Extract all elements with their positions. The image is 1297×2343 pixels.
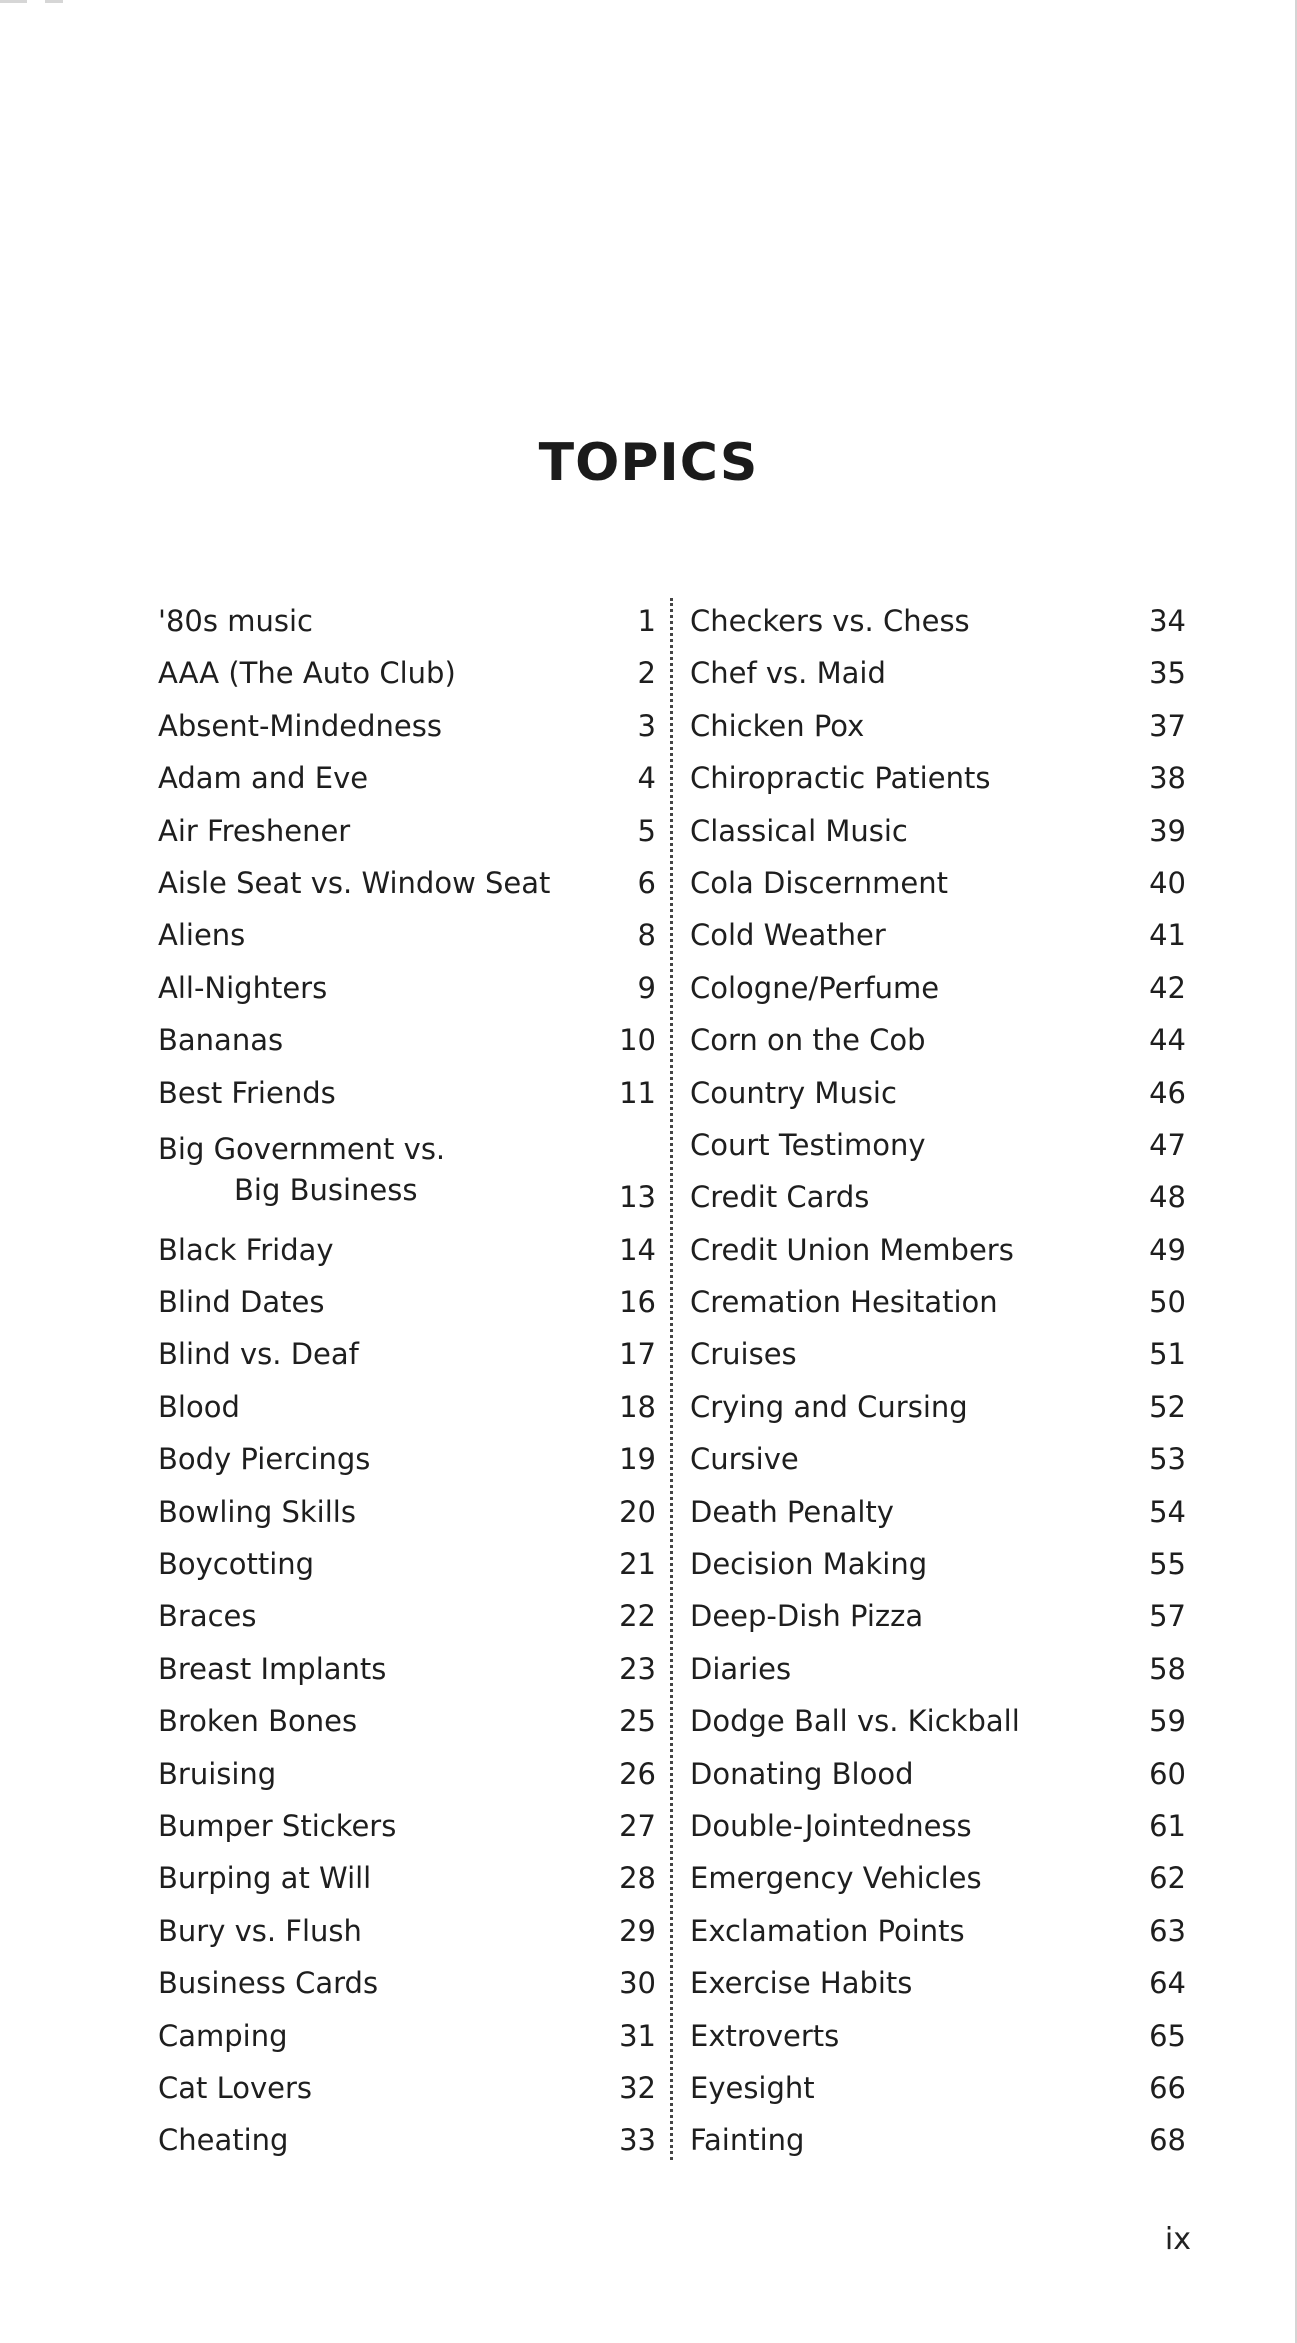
toc-entry-topic-text: Blood [158, 1389, 240, 1424]
toc-entry-topic [690, 1433, 799, 1485]
toc-entry-topic-text: Diaries [690, 1651, 792, 1686]
toc-entry-topic-text: Cursive [690, 1442, 799, 1477]
toc-entry [690, 1957, 1186, 2009]
toc-entry-topic [690, 1119, 926, 1171]
toc-entry [158, 1538, 656, 1590]
toc-entry-page-number: 30 [619, 1966, 656, 2001]
toc-entry-topic-text: Bowling Skills [158, 1494, 356, 1529]
toc-entry-topic [158, 1852, 371, 1904]
toc-entry-topic-text: Best Friends [158, 1075, 336, 1110]
toc-entry-page-number: 17 [619, 1337, 656, 1372]
toc-entry [158, 700, 656, 752]
toc-entry-topic [158, 909, 245, 961]
toc-entry-page-number: 31 [619, 2018, 656, 2053]
toc-entry [690, 1381, 1186, 1433]
toc-entry-topic [158, 1014, 283, 1066]
toc-entry [690, 1643, 1186, 1695]
toc-entry [158, 752, 656, 804]
toc-entry [158, 2114, 656, 2166]
toc-entry [690, 1486, 1186, 1538]
toc-entry-page-number: 4 [637, 761, 656, 796]
toc-entry-page-number: 49 [1149, 1232, 1186, 1267]
toc-entry-topic-text: Crying and Cursing [690, 1389, 968, 1424]
toc-entry [690, 805, 1186, 857]
toc-entry-topic-text: Death Penalty [690, 1494, 894, 1529]
toc-entry-page-number: 50 [1149, 1285, 1186, 1320]
toc-entry [158, 1695, 656, 1747]
toc-entry-topic [158, 962, 327, 1014]
toc-entry-topic-text: '80s music [158, 604, 313, 638]
toc-entry-topic-text: Deep-Dish Pizza [690, 1599, 924, 1634]
toc-entry-topic-text: Cat Lovers [158, 2070, 313, 2105]
toc-entry-topic-text: Blind Dates [158, 1285, 325, 1320]
toc-entry-topic-text: Cheating [158, 2123, 289, 2158]
toc-entry-topic-text: Cologne/Perfume [690, 970, 940, 1005]
toc-entry [158, 2062, 656, 2114]
toc-entry-page-number: 48 [1149, 1180, 1186, 1215]
toc-entry [690, 1119, 1186, 1171]
toc-entry-topic-text: Adam and Eve [158, 761, 369, 796]
toc-entry [158, 2010, 656, 2062]
toc-entry-topic [690, 1852, 982, 1904]
toc-entry-topic-text: Fainting [690, 2123, 805, 2158]
toc-entry-topic-text: Absent-Mindedness [158, 708, 442, 743]
page-title: TOPICS [538, 432, 759, 493]
toc-entry-page-number: 27 [619, 1809, 656, 1843]
toc-entry-topic-text: Court Testimony [690, 1127, 926, 1162]
toc-entry-page-number: 18 [619, 1389, 656, 1424]
toc-entry-topic [690, 1695, 1020, 1747]
toc-entry-page-number: 39 [1149, 813, 1186, 848]
toc-entry-page-number: 21 [619, 1547, 656, 1582]
toc-entry-topic [690, 1276, 998, 1328]
toc-entry-topic-text: All-Nighters [158, 970, 328, 1005]
toc-entry-topic [690, 1800, 972, 1852]
toc-entry-page-number: 8 [637, 918, 656, 953]
toc-entry-topic [690, 647, 886, 699]
toc-entry-topic [690, 1643, 791, 1695]
toc-entry-page-number: 22 [619, 1599, 656, 1634]
toc-entry-page-number: 35 [1149, 656, 1186, 691]
toc-entry-page-number: 29 [619, 1913, 656, 1948]
toc-entry-topic [690, 1590, 923, 1642]
toc-entry [690, 962, 1186, 1014]
toc-entry-page-number: 6 [637, 865, 656, 900]
toc-entry-topic-text: AAA (The Auto Club) [158, 656, 456, 691]
toc-entry-topic-text: Broken Bones [158, 1704, 358, 1739]
toc-entry-topic-text: Exercise Habits [690, 1966, 913, 2001]
toc-entry [690, 1328, 1186, 1380]
toc-entry-topic-text: Dodge Ball vs. Kickball [690, 1704, 1020, 1739]
toc-entry-topic [158, 1748, 276, 1800]
toc-entry [158, 1852, 656, 1904]
toc-entry [690, 752, 1186, 804]
toc-entry-page-number: 47 [1149, 1127, 1186, 1162]
toc-entry-page-number: 25 [619, 1704, 656, 1739]
toc-entry-page-number: 66 [1149, 2070, 1186, 2105]
toc-entry [690, 1433, 1186, 1485]
toc-entry [158, 1381, 656, 1433]
toc-entry-page-number: 26 [619, 1756, 656, 1791]
toc-entry [690, 2010, 1186, 2062]
toc-entry [158, 1957, 656, 2009]
toc-entry-topic-text: Cola Discernment [690, 865, 948, 900]
toc-entry [690, 2114, 1186, 2166]
toc-entry-topic [690, 962, 939, 1014]
toc-entry-topic-text: Credit Union Members [690, 1232, 1014, 1267]
toc-entry-topic [158, 752, 368, 804]
toc-entry [690, 1905, 1186, 1957]
toc-entry [158, 1224, 656, 1276]
toc-entry-page-number: 13 [619, 1180, 656, 1215]
toc-entry-topic [158, 1224, 334, 1276]
toc-entry-page-number: 61 [1149, 1808, 1186, 1843]
toc-entry-topic [158, 2114, 288, 2166]
toc-entry [690, 1224, 1186, 1276]
toc-entry-topic [690, 1171, 869, 1223]
toc-entry-topic-text: Extroverts [690, 2018, 840, 2053]
toc-entry-topic [690, 1486, 894, 1538]
toc-entry-topic [158, 1800, 396, 1852]
toc-entry-topic [690, 1538, 927, 1590]
toc-entry-topic [690, 1748, 914, 1800]
toc-entry-page-number: 46 [1149, 1075, 1186, 1110]
toc-entry-topic-text: Bury vs. Flush [158, 1913, 362, 1948]
toc-entry-topic-text: Checkers vs. Chess [690, 604, 970, 638]
toc-entry-page-number: 63 [1149, 1913, 1186, 1948]
toc-entry-topic-text: Air Freshener [158, 813, 351, 848]
toc-entry [158, 1276, 656, 1328]
toc-entry-page-number: 32 [619, 2070, 656, 2105]
toc-entry-page-number: 9 [637, 970, 656, 1005]
toc-entry-topic-text: Chef vs. Maid [690, 656, 886, 691]
toc-entry-topic [158, 1643, 386, 1695]
toc-entry-topic [690, 752, 990, 804]
toc-entry-page-number: 3 [637, 708, 656, 743]
toc-entry-topic-text: Country Music [690, 1075, 897, 1110]
toc-entry [158, 805, 656, 857]
toc-entry-topic-text: Camping [158, 2018, 288, 2053]
toc-entry-topic [690, 595, 970, 647]
toc-entry-topic-text: Bruising [158, 1756, 277, 1791]
page-number: ix [1164, 2222, 1191, 2257]
toc-entry-page-number: 55 [1149, 1547, 1186, 1582]
toc-entry-topic [690, 1014, 926, 1066]
toc-entry-topic [690, 909, 886, 961]
toc-entry [690, 1067, 1186, 1119]
toc-entry-page-number: 10 [619, 1023, 656, 1058]
toc-entry-topic-text: Emergency Vehicles [690, 1861, 982, 1896]
toc-entry-topic [158, 1381, 240, 1433]
toc-entry-topic-text: Blind vs. Deaf [158, 1337, 359, 1372]
toc-entry [690, 1276, 1186, 1328]
toc-entry-topic-text: Business Cards [158, 1966, 379, 2001]
toc-entry-topic [158, 2062, 312, 2114]
toc-entry-page-number: 41 [1149, 918, 1186, 953]
toc-entry-page-number: 38 [1149, 761, 1186, 796]
toc-entry-page-number: 68 [1149, 2123, 1186, 2158]
toc-entry-topic [158, 805, 350, 857]
toc-entry-topic [690, 1224, 1014, 1276]
toc-entry-page-number: 20 [619, 1494, 656, 1529]
toc-entry-topic-text: Chicken Pox [690, 708, 865, 743]
toc-entry-topic [690, 2010, 839, 2062]
toc-entry-page-number: 62 [1149, 1861, 1186, 1896]
toc-entry [690, 647, 1186, 699]
toc-entry-topic-text: Cruises [690, 1337, 797, 1372]
toc-entry [690, 1695, 1186, 1747]
toc-entry [158, 909, 656, 961]
toc-entry [158, 1643, 656, 1695]
toc-entry [158, 1014, 656, 1066]
toc-entry-topic-text: Breast Implants [158, 1651, 387, 1686]
toc-entry-page-number: 2 [637, 656, 656, 691]
toc-entry-topic [158, 857, 550, 909]
toc-entry-page-number: 37 [1149, 708, 1186, 743]
toc-entry-page-number: 19 [619, 1442, 656, 1477]
toc-entry-topic-text: Black Friday [158, 1232, 334, 1267]
toc-entry-page-number: 28 [619, 1861, 656, 1896]
toc-entry-page-number: 34 [1149, 604, 1186, 638]
toc-entry-topic-text: Double-Jointedness [690, 1808, 972, 1843]
toc-entry-topic [158, 1276, 324, 1328]
topics-column-right [690, 595, 1186, 2167]
toc-entry-topic [158, 1486, 356, 1538]
toc-entry-topic-text: Body Piercings [158, 1442, 371, 1477]
toc-entry-topic [158, 700, 442, 752]
toc-entry-topic-text: Burping at Will [158, 1861, 372, 1896]
toc-entry [158, 1748, 656, 1800]
toc-entry-page-number: 53 [1149, 1442, 1186, 1477]
toc-entry-topic [690, 1067, 897, 1119]
toc-entry-topic [158, 1695, 357, 1747]
toc-entry-topic [158, 1957, 378, 2009]
toc-entry-page-number: 11 [619, 1075, 656, 1110]
toc-entry-topic-text: Cremation Hesitation [690, 1285, 998, 1320]
topics-column-left [158, 595, 656, 2167]
toc-entry [690, 1014, 1186, 1066]
toc-entry-page-number: 1 [637, 604, 656, 638]
toc-entry-topic [158, 1328, 359, 1380]
toc-entry-topic-text: Donating Blood [690, 1756, 914, 1791]
toc-entry-topic [690, 2114, 804, 2166]
toc-entry [158, 1328, 656, 1380]
toc-entry-topic-text: Aliens [158, 918, 246, 953]
toc-entry-topic-text: Exclamation Points [690, 1913, 965, 1948]
toc-entry-topic-text: Bumper Stickers [158, 1809, 397, 1843]
toc-entry [690, 1171, 1186, 1223]
toc-entry-page-number: 42 [1149, 970, 1186, 1005]
toc-entry-page-number: 40 [1149, 865, 1186, 900]
toc-entry-page-number: 64 [1149, 1966, 1186, 2001]
toc-entry [158, 1590, 656, 1642]
toc-entry-page-number: 5 [637, 813, 656, 848]
toc-entry [690, 1748, 1186, 1800]
toc-entry-topic-text: Bananas [158, 1023, 284, 1058]
toc-entry-topic-text: Credit Cards [690, 1180, 870, 1215]
toc-entry [158, 1486, 656, 1538]
toc-entry-topic-text: Chiropractic Patients [690, 761, 991, 796]
toc-entry [690, 595, 1186, 647]
toc-entry [158, 1905, 656, 1957]
column-divider [670, 598, 673, 2160]
toc-entry-topic-text: Decision Making [690, 1547, 928, 1582]
toc-entry-topic-text: Big Government vs. [158, 1131, 446, 1166]
toc-entry-topic-text: Boycotting [158, 1547, 315, 1582]
toc-entry [158, 962, 656, 1014]
toc-entry-topic [690, 857, 948, 909]
toc-entry [690, 1590, 1186, 1642]
toc-entry [690, 1800, 1186, 1852]
toc-entry [158, 857, 656, 909]
toc-entry-page-number: 44 [1149, 1023, 1186, 1058]
toc-entry [158, 1119, 656, 1224]
toc-entry-page-number: 16 [619, 1285, 656, 1320]
toc-entry-topic-continuation: Big Business [234, 1172, 418, 1207]
toc-entry-page-number: 14 [619, 1232, 656, 1267]
toc-entry-page-number: 65 [1149, 2018, 1186, 2053]
toc-entry-page-number: 33 [619, 2123, 656, 2158]
toc-entry [158, 647, 656, 699]
toc-entry-topic [158, 595, 313, 647]
toc-entry-topic [158, 647, 456, 699]
toc-entry [690, 700, 1186, 752]
toc-entry-topic-text: Eyesight [690, 2070, 815, 2105]
toc-entry-topic [690, 1381, 968, 1433]
toc-entry-topic [158, 2010, 288, 2062]
toc-entry-topic [690, 1905, 965, 1957]
toc-entry-topic [690, 2062, 815, 2114]
toc-entry-page-number: 57 [1149, 1599, 1186, 1634]
toc-entry-topic [158, 1590, 256, 1642]
toc-entry [158, 1433, 656, 1485]
toc-entry [158, 595, 656, 647]
toc-entry [690, 857, 1186, 909]
toc-entry-page-number: 23 [619, 1651, 656, 1686]
toc-entry-page-number: 54 [1149, 1494, 1186, 1529]
toc-entry-page-number: 52 [1149, 1389, 1186, 1424]
toc-entry-topic [690, 805, 908, 857]
toc-entry [690, 909, 1186, 961]
toc-entry [158, 1067, 656, 1119]
toc-entry-topic-text: Aisle Seat vs. Window Seat [158, 865, 551, 900]
scan-corner-mark [0, 0, 90, 3]
toc-entry [690, 1852, 1186, 1904]
toc-entry-topic-text: Classical Music [690, 813, 908, 848]
toc-entry [158, 1800, 656, 1852]
toc-entry-topic-text: Cold Weather [690, 918, 886, 953]
toc-entry [690, 1538, 1186, 1590]
toc-entry-topic [690, 1957, 912, 2009]
toc-entry [690, 2062, 1186, 2114]
toc-entry-topic [158, 1067, 336, 1119]
toc-entry-topic [158, 1129, 445, 1211]
toc-entry-topic [158, 1905, 362, 1957]
toc-entry-page-number: 59 [1149, 1704, 1186, 1739]
toc-entry-page-number: 58 [1149, 1651, 1186, 1686]
toc-entry-topic [690, 1328, 797, 1380]
toc-entry-page-number: 60 [1149, 1756, 1186, 1791]
toc-entry-topic-text: Braces [158, 1599, 257, 1634]
toc-entry-topic [158, 1433, 370, 1485]
toc-entry-topic-text: Corn on the Cob [690, 1023, 926, 1058]
toc-entry-page-number: 51 [1149, 1337, 1186, 1372]
toc-entry-topic [158, 1538, 314, 1590]
toc-entry-topic [690, 700, 864, 752]
